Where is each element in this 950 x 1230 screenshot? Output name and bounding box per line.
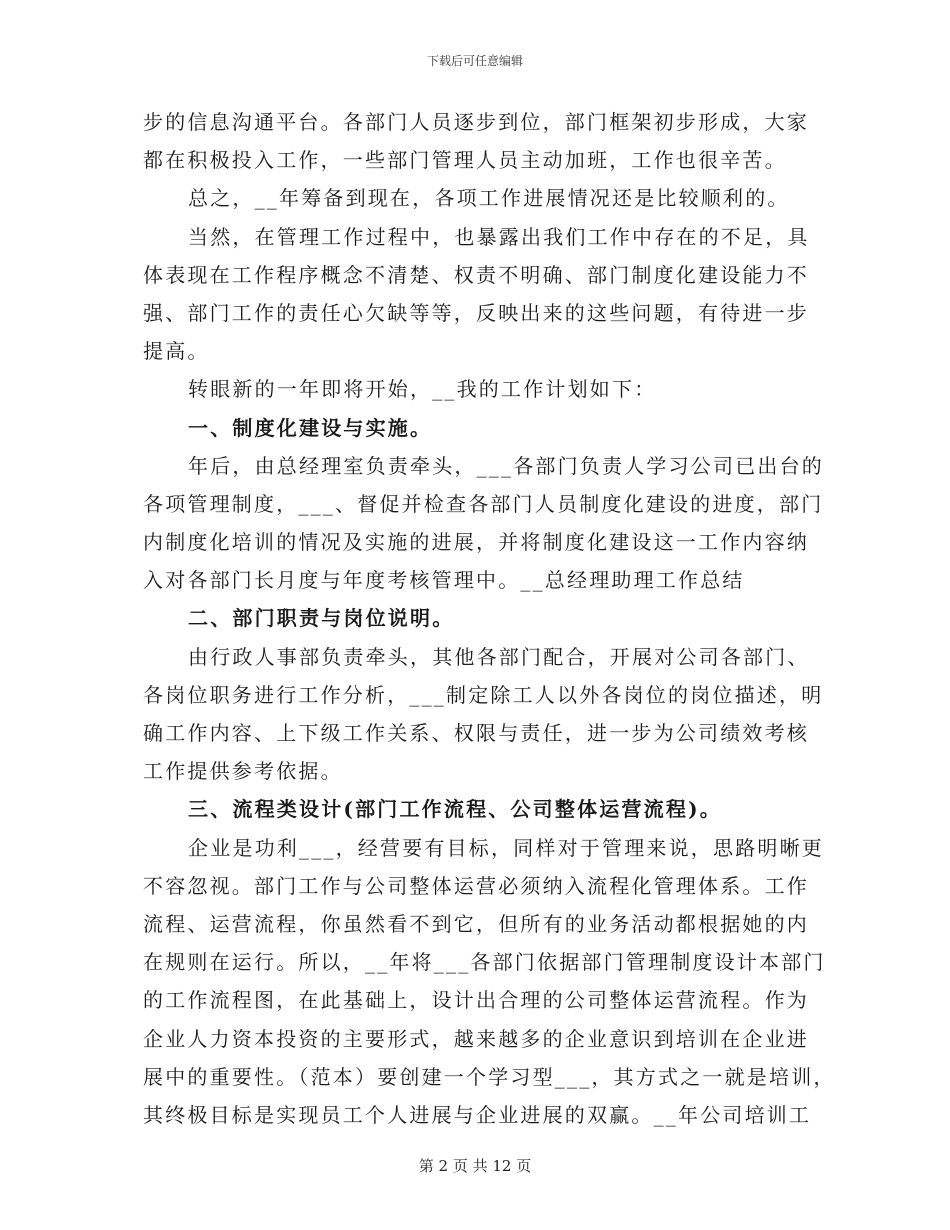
paragraph-line: 在规则在运行。所以，__年将___各部门依据部门管理制度设计本部门 <box>143 950 826 975</box>
paragraph-line: 提高。 <box>143 339 210 364</box>
paragraph-line: 转眼新的一年即将开始，__我的工作计划如下： <box>188 377 657 402</box>
paragraph-line: 各项管理制度，___、督促并检查各部门人员制度化建设的进度，部门 <box>143 491 824 516</box>
paragraph-line: 强、部门工作的责任心欠缺等等，反映出来的这些问题，有待进一步 <box>143 300 809 325</box>
paragraph-line: 工作提供参考依据。 <box>143 759 343 784</box>
paragraph-line: 其终极目标是实现员工个人进展与企业进展的双赢。__年公司培训工 <box>143 1102 812 1127</box>
paragraph-line: 企业是功利___，经营要有目标，同样对于管理来说，思路明晰更 <box>188 835 824 860</box>
paragraph-line: 体表现在工作程序概念不清楚、权责不明确、部门制度化建设能力不 <box>143 262 809 287</box>
paragraph-line: 当然，在管理工作过程中，也暴露出我们工作中存在的不足，具 <box>188 224 810 249</box>
page-header: 下载后可任意编辑 <box>426 54 523 68</box>
paragraph-line: 企业人力资本投资的主要形式，越来越多的企业意识到培训在企业进 <box>143 1026 809 1051</box>
paragraph-line: 各岗位职务进行工作分析，___制定除工人以外各岗位的岗位描述，明 <box>143 682 824 707</box>
paragraph-line: 年后，由总经理室负责牵头，___各部门负责人学习公司已出台的 <box>188 453 824 478</box>
paragraph-line: 不容忽视。部门工作与公司整体运营必须纳入流程化管理体系。工作 <box>143 873 809 898</box>
paragraph-line: 流程、运营流程，你虽然看不到它，但所有的业务活动都根据她的内 <box>143 911 809 936</box>
paragraph-line: 都在积极投入工作，一些部门管理人员主动加班，工作也很辛苦。 <box>143 148 787 173</box>
paragraph-line: 确工作内容、上下级工作关系、权限与责任，进一步为公司绩效考核 <box>143 721 809 745</box>
page-footer: 第 2 页 共 12 页 <box>418 1157 532 1175</box>
paragraph-line: 总之，__年筹备到现在，各项工作进展情况还是比较顺利的。 <box>188 186 790 211</box>
paragraph-line: 的工作流程图，在此基础上，设计出合理的公司整体运营流程。作为 <box>143 988 809 1013</box>
paragraph-line: 入对各部门长月度与年度考核管理中。__总经理助理工作总结 <box>143 568 745 593</box>
paragraph-line: 步的信息沟通平台。各部门人员逐步到位，部门框架初步形成，大家 <box>143 110 809 134</box>
section-heading: 三、流程类设计(部门工作流程、公司整体运营流程)。 <box>188 797 722 822</box>
paragraph-line: 内制度化培训的情况及实施的进展，并将制度化建设这一工作内容纳 <box>143 530 809 555</box>
paragraph-line: 展中的重要性。（范本）要创建一个学习型___，其方式之一就是培训， <box>143 1064 836 1089</box>
section-heading: 一、制度化建设与实施。 <box>188 415 433 440</box>
paragraph-line: 由行政人事部负责牵头，其他各部门配合，开展对公司各部门、 <box>188 644 810 669</box>
document-body <box>143 103 836 1134</box>
section-heading: 二、部门职责与岗位说明。 <box>188 606 455 631</box>
